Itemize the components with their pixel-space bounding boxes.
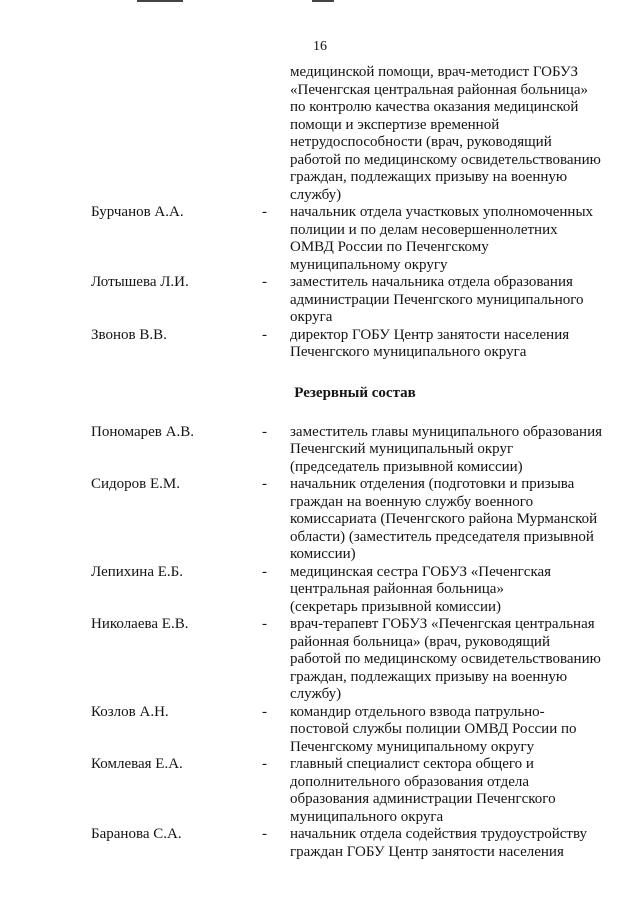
entry-description: медицинской помощи, врач-методист ГОБУЗ «Печенгская центральная районная больница» по контролю качества оказания медицинской помощи и экспертизе временной нетрудоспособности (врач, руководящий работой по медицинскому освидетельствованию граждан, подлежащих призыву на военную службу): [290, 64, 601, 203]
document-body: [0, 64, 640, 861]
entry-komlevaya: [0, 756, 640, 826]
entry-name: Лепихина Е.Б.: [91, 563, 184, 580]
entry-dash: -: [262, 204, 267, 220]
entry-dash: -: [262, 616, 267, 632]
entry-ponomarev: [0, 424, 640, 477]
entry-lotysheva: [0, 274, 640, 327]
entry-name: Сидоров Е.М.: [91, 476, 180, 492]
entry-dash: -: [262, 423, 267, 440]
entry-zvonov: [0, 327, 640, 362]
entry-burchanov: [0, 204, 640, 274]
scan-artifact-right: [312, 0, 334, 2]
entry-name: Комлевая Е.А.: [91, 756, 183, 772]
entry-name: Баранова С.А.: [91, 826, 182, 842]
entry-description: начальник отдела участковых уполномоченных полиции и по делам несовершеннолетних ОМВД России по Печенгскому муниципальному округу: [290, 204, 594, 273]
entry-nikolaeva: [0, 616, 640, 704]
entry-dash: -: [262, 476, 267, 492]
entry-dash: -: [262, 326, 267, 343]
entry-description: командир отдельного взвода патрульно- постовой службы полиции ОМВД России по Печенгскому муниципальному округу: [290, 703, 577, 755]
entry-description: заместитель главы муниципального образования Печенгский муниципальный округ (председатель призывной комиссии): [290, 423, 603, 475]
entry-description: медицинская сестра ГОБУЗ «Печенгская центральная районная больница» (секретарь призывной комиссии): [290, 563, 552, 615]
entry-name: Николаева Е.В.: [91, 616, 189, 632]
entry-description: главный специалист сектора общего и дополнительного образования отдела образования администрации Печенгского муниципального округа: [290, 756, 556, 825]
entry-sidorov: [0, 476, 640, 564]
entry-description: директор ГОБУ Центр занятости населения Печенгского муниципального округа: [290, 326, 570, 360]
entry-lepikhina: [0, 564, 640, 617]
entry-name: Бурчанов А.А.: [91, 204, 184, 220]
entry-description: начальник отделения (подготовки и призыва граждан на военную службу военного комиссариата (Печенгского района Мурманской области) (заместитель председателя призывной комиссии): [290, 476, 598, 562]
scan-artifact-left: [137, 0, 183, 2]
entry-dash: -: [262, 756, 267, 772]
entry-dash: -: [262, 274, 267, 290]
entry-description: начальник отдела содействия трудоустройству граждан ГОБУ Центр занятости населения: [290, 826, 588, 860]
entry-baranova: [0, 826, 640, 861]
reserve-section-title: Резервный состав: [294, 384, 416, 401]
entry-name: Козлов А.Н.: [91, 703, 169, 720]
page-number: 16: [313, 39, 327, 54]
entry-continuation: [0, 64, 640, 204]
entry-name: Лотышева Л.И.: [91, 274, 189, 290]
entry-description: заместитель начальника отдела образования администрации Печенгского муниципального округа: [290, 274, 584, 325]
entry-dash: -: [262, 826, 267, 842]
entry-dash: -: [262, 563, 267, 580]
entry-kozlov: [0, 704, 640, 757]
entry-name: Пономарев А.В.: [91, 423, 194, 440]
entry-description: врач-терапевт ГОБУЗ «Печенгская центральная районная больница» (врач, руководящий работой по медицинскому освидетельствованию граждан, подлежащих призыву на военную службу): [290, 616, 601, 702]
entry-name: Звонов В.В.: [91, 326, 167, 343]
entry-dash: -: [262, 703, 267, 720]
